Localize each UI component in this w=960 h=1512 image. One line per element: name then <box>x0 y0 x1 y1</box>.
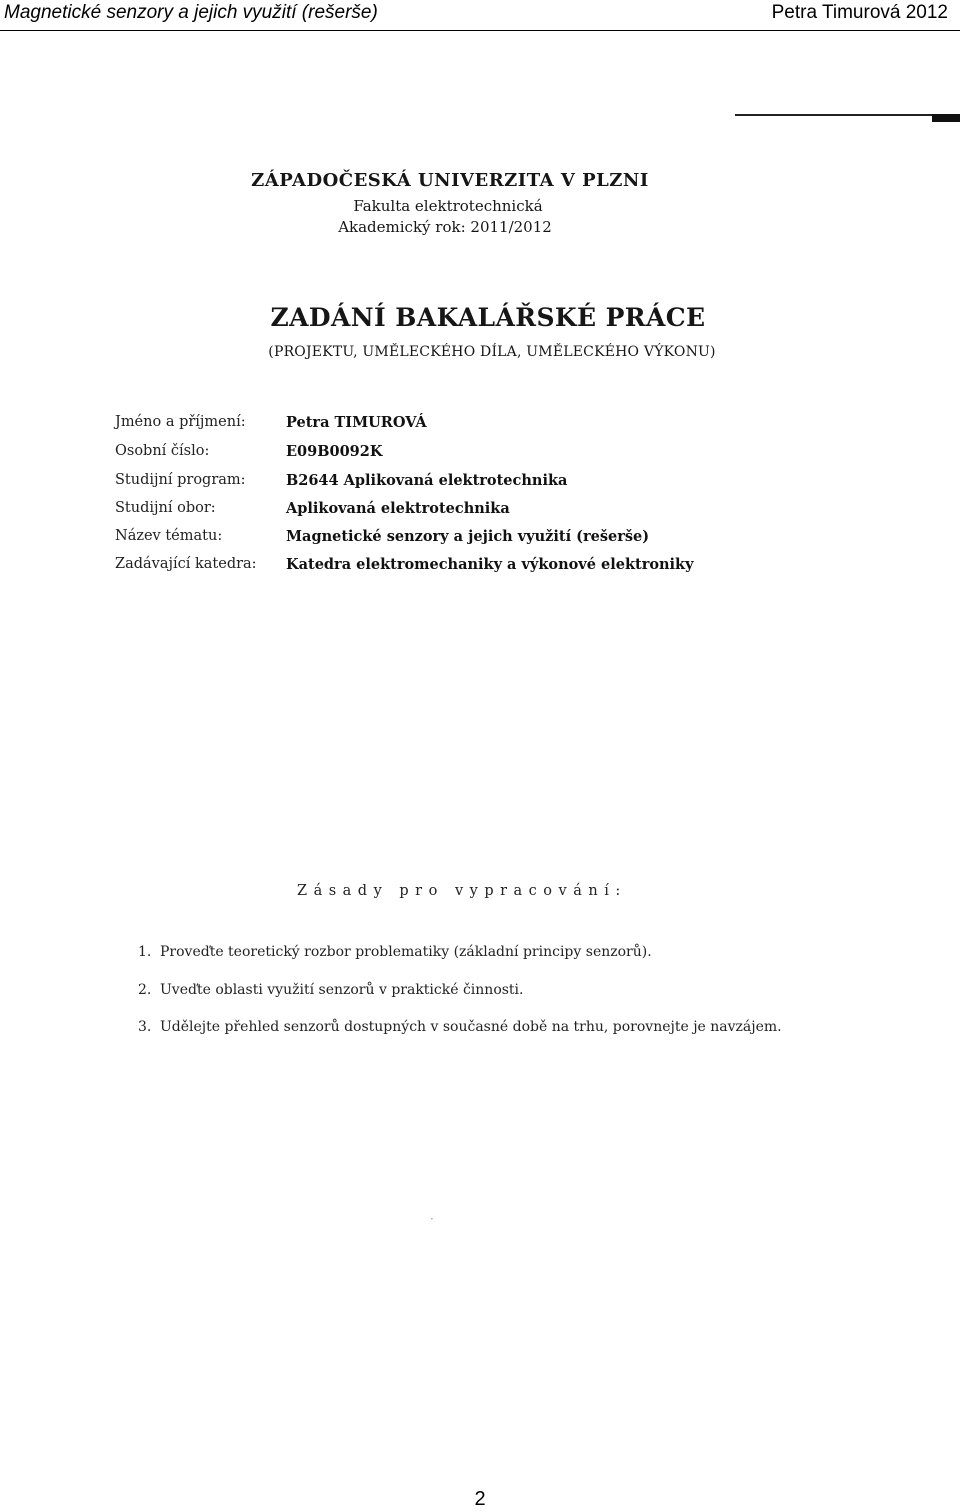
guideline-text: Uveďte oblasti využití senzorů v praktické činnosti. <box>160 982 524 998</box>
info-label: Název tématu: <box>115 528 223 544</box>
faculty-name: Fakulta elektrotechnická <box>353 197 543 215</box>
info-value: B2644 Aplikovaná elektrotechnika <box>286 472 568 489</box>
page-number: 2 <box>474 1488 486 1510</box>
guideline-number: 2. <box>138 982 152 998</box>
info-label: Jméno a příjmení: <box>115 414 246 430</box>
guideline-item <box>138 1019 782 1035</box>
university-name: ZÁPADOČESKÁ UNIVERZITA V PLZNI <box>251 170 649 191</box>
info-label: Zadávající katedra: <box>115 556 257 572</box>
info-value: Magnetické senzory a jejich využití (rešerše) <box>286 528 650 545</box>
guideline-text: Udělejte přehled senzorů dostupných v současné době na trhu, porovnejte je navzájem. <box>160 1019 782 1035</box>
info-value: E09B0092K <box>286 443 383 460</box>
info-value: Petra TIMUROVÁ <box>286 414 427 431</box>
guidelines-heading: Zásady pro vypracování: <box>297 883 627 899</box>
guideline-item <box>138 944 652 960</box>
info-label: Osobní číslo: <box>115 443 210 459</box>
header-document-title: Magnetické senzory a jejich využití (rešerše) <box>4 2 378 23</box>
guideline-number: 3. <box>138 1019 152 1035</box>
assignment-subtitle: (PROJEKTU, UMĚLECKÉHO DÍLA, UMĚLECKÉHO VÝKONU) <box>268 344 716 360</box>
info-label: Studijní obor: <box>115 500 216 516</box>
academic-year: Akademický rok: 2011/2012 <box>338 218 552 236</box>
info-value: Katedra elektromechaniky a výkonové elektroniky <box>286 556 694 573</box>
header-author-year: Petra Timurová 2012 <box>771 2 948 23</box>
info-value: Aplikovaná elektrotechnika <box>286 500 510 517</box>
scan-speck: · <box>430 1212 434 1226</box>
info-label: Studijní program: <box>115 472 246 488</box>
guideline-number: 1. <box>138 944 152 960</box>
assignment-title: ZADÁNÍ BAKALÁŘSKÉ PRÁCE <box>270 303 706 332</box>
guideline-item <box>138 982 524 998</box>
guideline-text: Proveďte teoretický rozbor problematiky (základní principy senzorů). <box>160 944 652 960</box>
